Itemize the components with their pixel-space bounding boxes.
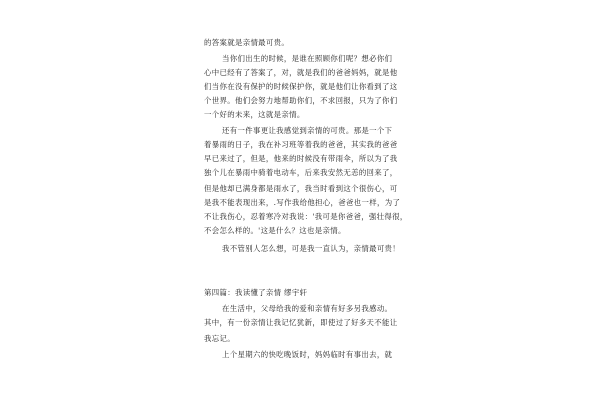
text-line: 在生活中，父母给我的爱和亲情有好多另我感动。	[222, 304, 393, 313]
text-line: 独个儿在暴雨中骑着电动车，后来我安然无恙的回来了，	[204, 168, 398, 177]
text-line: 早已来过了，但是，他来的时候没有带雨伞，所以为了我	[204, 154, 398, 163]
text-line: 还有一件事更让我感觉到亲情的可贵。那是一个下	[222, 126, 393, 135]
text-line: 心中已经有了答案了，对，就是我们的爸爸妈妈，就是他	[204, 68, 398, 77]
text-line: 我不管别人怎么想，可是我一直认为，亲情最可贵！	[222, 244, 401, 253]
text-line: 个世界。他们会努力地帮助你们，不求回报，只为了你们	[204, 96, 398, 105]
text-line: 一个好的未来，这就是亲情。	[204, 110, 305, 119]
text-line: 上个星期六的快吃晚饭时，妈妈临时有事出去，就	[222, 350, 393, 359]
text-line: 但是他却已满身都是雨水了，我当时看到这个很伤心，可	[204, 184, 398, 193]
text-line: 当你们出生的时候，是谁在照顾你们呢？想必你们	[222, 54, 393, 63]
text-line: 其中，有一份亲情让我记忆犹新，即使过了好多天不能让	[204, 318, 398, 327]
text-line: 是我不能表现出来，.写作我给他担心，爸爸也一样，为了	[204, 198, 401, 207]
text-line: 的答案就是亲情最可贵。	[204, 38, 290, 47]
text-line: 不让我伤心，忍着寒冷对我说：'我可是你爸爸，强壮得很，	[204, 212, 408, 221]
text-line: 我忘记。	[204, 334, 235, 343]
text-line: 不会怎么样的。'这是什么？这也是亲情。	[204, 226, 346, 235]
section-heading: 第四篇：我读懂了亲情 缪宇轩	[204, 288, 308, 297]
text-line: 着暴雨的日子，我在补习班等着我的爸爸，其实我的爸爸	[204, 140, 398, 149]
text-line: 们当你在没有保护的时候保护你，就是他们让你看到了这	[204, 82, 398, 91]
